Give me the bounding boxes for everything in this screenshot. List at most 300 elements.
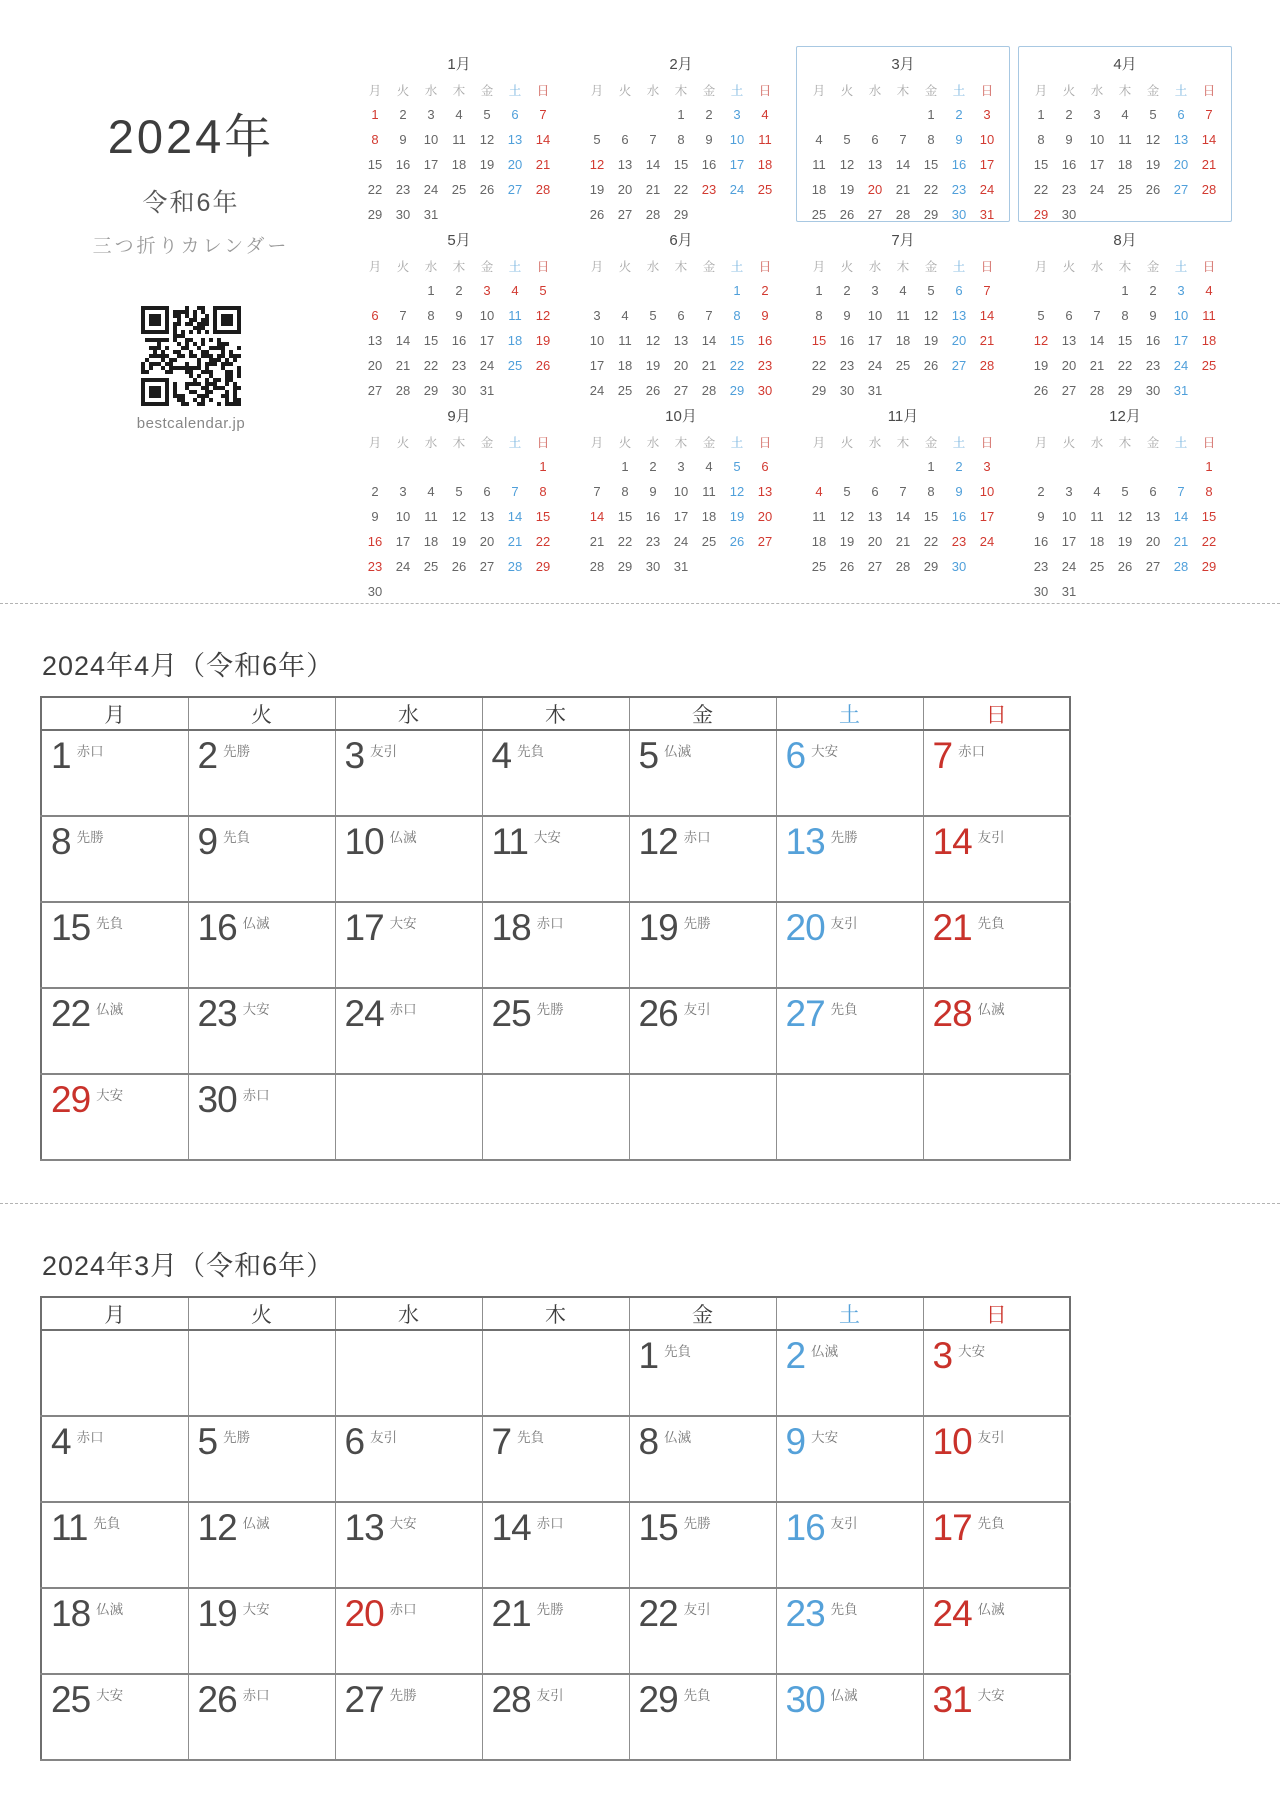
mini-day-cell: 20: [479, 534, 495, 549]
mini-day-cell: 3: [399, 484, 407, 499]
mini-day-cell: 25: [701, 534, 717, 549]
mini-day-cell: 17: [479, 333, 495, 348]
mini-weekday-header: 金: [480, 83, 494, 98]
big-weekday-header: 月: [41, 697, 188, 730]
rokuyo-label: 先勝: [830, 830, 858, 845]
rokuyo-label: 先負: [517, 1430, 545, 1445]
mini-day-cell: 1: [815, 283, 823, 298]
mini-empty-cell: [583, 102, 611, 127]
mini-day-cell: 21: [589, 534, 605, 549]
mini-day-cell: 10: [673, 484, 689, 499]
mini-day-cell: 16: [1033, 534, 1049, 549]
big-empty-cell: [776, 1074, 923, 1160]
mini-day-cell: 20: [867, 534, 883, 549]
rokuyo-label: 大安: [242, 1602, 270, 1617]
day-cell-content: [933, 909, 1070, 946]
mini-day-cell: 15: [811, 333, 827, 348]
mini-day-cell: 13: [507, 132, 523, 147]
mini-day-cell: 6: [1065, 308, 1073, 323]
rokuyo-label: 先負: [96, 916, 124, 931]
day-cell-content: [492, 737, 629, 774]
mini-day-cell: 20: [867, 182, 883, 197]
mini-empty-cell: [1167, 454, 1195, 479]
big-day-cell: [41, 816, 188, 902]
mini-month-grid: [1019, 77, 1231, 227]
big-day-cell: [335, 902, 482, 988]
mini-day-cell: 8: [733, 308, 741, 323]
mini-day-cell: 15: [535, 509, 551, 524]
mini-day-cell: 7: [539, 107, 547, 122]
mini-day-cell: 18: [451, 157, 467, 172]
mini-day-cell: 29: [535, 559, 551, 574]
mini-month-7月: [796, 222, 1010, 398]
fold-divider: [0, 1203, 1280, 1204]
mini-day-cell: 24: [395, 559, 411, 574]
mini-weekday-header: 木: [896, 259, 910, 274]
mini-day-cell: 31: [673, 559, 689, 574]
mini-day-cell: 2: [649, 459, 657, 474]
big-weekday-header: 木: [482, 1297, 629, 1330]
mini-day-cell: 25: [1201, 358, 1217, 373]
mini-day-cell: 26: [839, 559, 855, 574]
mini-day-cell: 9: [761, 308, 769, 323]
mini-weekday-header: 木: [896, 83, 910, 98]
mini-day-cell: 16: [451, 333, 467, 348]
big-day-cell: [41, 902, 188, 988]
mini-day-cell: 1: [1121, 283, 1129, 298]
big-day-cell: [923, 902, 1070, 988]
day-cell-content: [345, 1509, 482, 1546]
mini-day-cell: 30: [1145, 383, 1161, 398]
mini-day-cell: 27: [1173, 182, 1189, 197]
mini-day-cell: 14: [395, 333, 411, 348]
mini-day-cell: 28: [645, 207, 661, 222]
mini-weekday-header: 水: [868, 435, 882, 450]
mini-day-cell: 15: [673, 157, 689, 172]
mini-day-cell: 3: [871, 283, 879, 298]
mini-weekday-header: 土: [952, 435, 966, 450]
day-number: 22: [638, 1593, 678, 1634]
mini-day-cell: 27: [867, 207, 883, 222]
mini-day-cell: 9: [371, 509, 379, 524]
day-number: 13: [785, 821, 825, 862]
day-number: 9: [785, 1421, 806, 1462]
mini-month-grid: [1019, 429, 1231, 604]
mini-day-cell: 28: [507, 559, 523, 574]
big-month-header: [41, 1297, 1070, 1330]
mini-day-cell: 24: [867, 358, 883, 373]
mini-day-cell: 28: [535, 182, 551, 197]
mini-day-cell: 28: [895, 559, 911, 574]
mini-day-cell: 24: [423, 182, 439, 197]
day-number: 10: [932, 1421, 972, 1462]
mini-day-cell: 7: [593, 484, 601, 499]
mini-day-cell: 8: [1121, 308, 1129, 323]
mini-day-cell: 23: [645, 534, 661, 549]
big-empty-cell: [629, 1074, 776, 1160]
mini-day-cell: 31: [479, 383, 495, 398]
mini-day-cell: 4: [761, 107, 769, 122]
mini-empty-cell: [833, 102, 861, 127]
mini-day-cell: 23: [1033, 559, 1049, 574]
mini-day-cell: 7: [1093, 308, 1101, 323]
mini-day-cell: 15: [1117, 333, 1133, 348]
mini-weekday-header: 日: [980, 83, 994, 98]
mini-day-cell: 6: [955, 283, 963, 298]
day-cell-content: [933, 1509, 1070, 1546]
mini-weekday-header: 火: [396, 259, 410, 274]
big-day-cell: [482, 816, 629, 902]
mini-day-cell: 20: [1173, 157, 1189, 172]
big-day-cell: [776, 988, 923, 1074]
mini-month-title: 9月: [447, 408, 471, 425]
mini-day-cell: 6: [871, 484, 879, 499]
day-number: 12: [638, 821, 678, 862]
mini-day-cell: 11: [618, 333, 632, 348]
big-day-cell: [776, 1502, 923, 1588]
mini-day-cell: 27: [951, 358, 967, 373]
mini-day-cell: 3: [677, 459, 685, 474]
mini-day-cell: 14: [979, 308, 995, 323]
day-cell-content: [933, 737, 1070, 774]
mini-weekday-header: 金: [702, 83, 716, 98]
day-cell-content: [345, 1681, 482, 1718]
mini-empty-cell: [861, 454, 889, 479]
mini-day-cell: 25: [895, 358, 911, 373]
mini-day-cell: 13: [1061, 333, 1077, 348]
mini-day-cell: 23: [367, 559, 383, 574]
day-number: 4: [51, 1421, 71, 1462]
mini-day-cell: 14: [1173, 509, 1189, 524]
mini-day-cell: 6: [1177, 107, 1185, 122]
mini-day-cell: 21: [895, 534, 911, 549]
day-cell-content: [933, 1595, 1070, 1632]
mini-day-cell: 22: [1033, 182, 1049, 197]
big-day-cell: [41, 730, 188, 816]
mini-day-cell: 31: [867, 383, 883, 398]
mini-month-4月: [1018, 46, 1232, 222]
big-week-row: [41, 1588, 1070, 1674]
mini-day-cell: 15: [729, 333, 745, 348]
mini-weekday-header: 水: [1090, 435, 1104, 450]
brand-block: [55, 100, 327, 432]
day-number: 9: [197, 821, 218, 862]
mini-day-cell: 2: [761, 283, 769, 298]
mini-weekday-header: 木: [674, 83, 688, 98]
mini-day-cell: 17: [979, 157, 995, 172]
mini-month-grid: [353, 429, 565, 604]
mini-day-cell: 4: [1121, 107, 1129, 122]
mini-day-cell: 19: [923, 333, 939, 348]
mini-day-cell: 17: [423, 157, 439, 172]
mini-day-cell: 21: [1089, 358, 1105, 373]
mini-day-cell: 28: [1201, 182, 1217, 197]
mini-day-cell: 13: [951, 308, 967, 323]
mini-empty-cell: [389, 454, 417, 479]
mini-day-cell: 26: [589, 207, 605, 222]
mini-day-cell: 11: [1090, 509, 1104, 524]
big-empty-cell: [41, 1330, 188, 1416]
mini-day-cell: 22: [673, 182, 689, 197]
big-day-cell: [629, 1330, 776, 1416]
mini-day-cell: 16: [701, 157, 717, 172]
rokuyo-label: 赤口: [683, 830, 711, 845]
mini-weekday-header: 水: [646, 435, 660, 450]
mini-weekday-header: 金: [1146, 83, 1160, 98]
mini-day-cell: 26: [1033, 383, 1049, 398]
mini-day-cell: 2: [1037, 484, 1045, 499]
mini-day-cell: 5: [593, 132, 601, 147]
big-weekday-header: 水: [335, 1297, 482, 1330]
day-number: 20: [785, 907, 825, 948]
mini-weekday-header: 金: [480, 435, 494, 450]
mini-day-cell: 20: [757, 509, 773, 524]
mini-day-cell: 4: [899, 283, 907, 298]
mini-day-cell: 12: [1117, 509, 1133, 524]
big-day-cell: [776, 1416, 923, 1502]
mini-weekday-header: 火: [396, 435, 410, 450]
mini-day-cell: 18: [701, 509, 717, 524]
big-empty-cell: [335, 1330, 482, 1416]
rokuyo-label: 先勝: [536, 1602, 564, 1617]
mini-month-1月: [352, 46, 566, 222]
rokuyo-label: 先勝: [683, 1516, 711, 1531]
mini-day-cell: 30: [395, 207, 411, 222]
mini-day-cell: 12: [479, 132, 495, 147]
mini-day-cell: 8: [677, 132, 685, 147]
mini-day-cell: 22: [535, 534, 551, 549]
mini-empty-cell: [889, 102, 917, 127]
big-empty-cell: [188, 1330, 335, 1416]
rokuyo-label: 仏滅: [811, 1344, 839, 1359]
big-week-row: [41, 1674, 1070, 1760]
day-number: 17: [932, 1507, 972, 1548]
mini-month-2月: [574, 46, 788, 222]
big-week-row: [41, 902, 1070, 988]
mini-day-cell: 24: [1173, 358, 1189, 373]
mini-day-cell: 26: [729, 534, 745, 549]
mini-empty-cell: [501, 454, 529, 479]
day-cell-content: [51, 909, 188, 946]
mini-day-cell: 15: [923, 157, 939, 172]
mini-day-cell: 31: [1061, 584, 1077, 599]
mini-day-cell: 23: [395, 182, 411, 197]
mini-day-cell: 13: [479, 509, 495, 524]
mini-day-cell: 10: [589, 333, 605, 348]
mini-day-cell: 20: [617, 182, 633, 197]
mini-month-12月: [1018, 398, 1232, 599]
mini-day-cell: 1: [427, 283, 435, 298]
day-number: 21: [932, 907, 972, 948]
mini-day-cell: 30: [367, 584, 383, 599]
april-calendar-section: [0, 644, 1280, 1203]
day-number: 29: [638, 1679, 678, 1720]
mini-empty-cell: [639, 102, 667, 127]
mini-month-grid: [797, 77, 1009, 227]
mini-day-cell: 8: [427, 308, 435, 323]
day-cell-content: [51, 823, 188, 860]
mini-day-cell: 11: [702, 484, 716, 499]
mini-day-cell: 19: [729, 509, 745, 524]
big-weekday-header: 日: [923, 1297, 1070, 1330]
day-cell-content: [198, 737, 335, 774]
mini-day-cell: 12: [451, 509, 467, 524]
day-number: 24: [344, 993, 384, 1034]
mini-day-cell: 22: [729, 358, 745, 373]
rokuyo-label: 大安: [96, 1088, 124, 1103]
big-month-header: [41, 697, 1070, 730]
mini-empty-cell: [695, 278, 723, 303]
rokuyo-label: 赤口: [76, 744, 104, 759]
mini-day-cell: 12: [1033, 333, 1049, 348]
mini-day-cell: 20: [1061, 358, 1077, 373]
mini-weekday-header: 土: [508, 435, 522, 450]
mini-weekday-header: 水: [1090, 83, 1104, 98]
mini-empty-cell: [445, 454, 473, 479]
mini-day-cell: 26: [1117, 559, 1133, 574]
rokuyo-label: 先負: [517, 744, 545, 759]
mini-day-cell: 26: [535, 358, 551, 373]
mini-day-cell: 3: [483, 283, 491, 298]
mini-day-cell: 7: [983, 283, 991, 298]
day-number: 15: [638, 1507, 678, 1548]
rokuyo-label: 大安: [533, 830, 561, 845]
big-week-row: [41, 988, 1070, 1074]
mini-empty-cell: [1027, 454, 1055, 479]
big-day-cell: [188, 988, 335, 1074]
mini-day-cell: 21: [1201, 157, 1217, 172]
mini-weekday-header: 金: [702, 259, 716, 274]
mini-day-cell: 1: [371, 107, 379, 122]
mini-weekday-header: 水: [1090, 259, 1104, 274]
mini-weekday-header: 月: [812, 83, 826, 98]
mini-weekday-header: 火: [840, 435, 854, 450]
day-cell-content: [51, 995, 188, 1032]
mini-empty-cell: [805, 102, 833, 127]
mini-empty-cell: [639, 278, 667, 303]
mini-day-cell: 12: [645, 333, 661, 348]
day-cell-content: [933, 1423, 1070, 1460]
mini-day-cell: 1: [927, 107, 935, 122]
mini-day-cell: 19: [1117, 534, 1133, 549]
march-title: 2024年3月（令和6年）: [42, 1251, 335, 1281]
mini-day-cell: 17: [1089, 157, 1105, 172]
mini-day-cell: 16: [645, 509, 661, 524]
mini-month-title: 5月: [447, 232, 471, 249]
big-empty-cell: [482, 1330, 629, 1416]
big-day-cell: [188, 1502, 335, 1588]
big-day-cell: [629, 1416, 776, 1502]
mini-weekday-header: 金: [1146, 259, 1160, 274]
mini-empty-cell: [1055, 454, 1083, 479]
mini-day-cell: 6: [677, 308, 685, 323]
mini-day-cell: 1: [677, 107, 685, 122]
mini-day-cell: 14: [1201, 132, 1217, 147]
mini-empty-cell: [361, 278, 389, 303]
mini-month-grid: [797, 429, 1009, 579]
mini-day-cell: 17: [867, 333, 883, 348]
mini-day-cell: 18: [617, 358, 633, 373]
mini-day-cell: 31: [423, 207, 439, 222]
mini-weekday-header: 月: [368, 435, 382, 450]
mini-empty-cell: [611, 102, 639, 127]
mini-day-cell: 7: [511, 484, 519, 499]
mini-day-cell: 16: [757, 333, 773, 348]
mini-day-cell: 6: [511, 107, 519, 122]
day-number: 3: [344, 735, 365, 776]
mini-day-cell: 25: [1089, 559, 1105, 574]
mini-weekday-header: 火: [840, 259, 854, 274]
rokuyo-label: 先負: [977, 916, 1005, 931]
mini-day-cell: 4: [511, 283, 519, 298]
big-week-row: [41, 1074, 1070, 1160]
year-title: 2024年: [107, 110, 275, 163]
mini-weekday-header: 土: [730, 259, 744, 274]
mini-day-cell: 14: [535, 132, 551, 147]
mini-day-cell: 6: [871, 132, 879, 147]
day-number: 27: [344, 1679, 384, 1720]
day-number: 14: [932, 821, 972, 862]
day-number: 5: [197, 1421, 218, 1462]
day-cell-content: [51, 737, 188, 774]
mini-day-cell: 5: [733, 459, 741, 474]
mini-weekday-header: 月: [1034, 83, 1048, 98]
day-cell-content: [639, 1423, 776, 1460]
mini-weekday-header: 火: [396, 83, 410, 98]
mini-weekday-header: 火: [618, 435, 632, 450]
day-number: 23: [785, 1593, 825, 1634]
mini-weekday-header: 金: [924, 435, 938, 450]
rokuyo-label: 先負: [683, 1688, 711, 1703]
mini-day-cell: 17: [1173, 333, 1189, 348]
mini-day-cell: 29: [923, 559, 939, 574]
day-number: 11: [491, 821, 528, 862]
day-cell-content: [786, 737, 923, 774]
mini-month-10月: [574, 398, 788, 574]
mini-day-cell: 21: [395, 358, 411, 373]
mini-weekday-header: 土: [730, 83, 744, 98]
rokuyo-label: 先負: [93, 1516, 121, 1531]
day-cell-content: [345, 995, 482, 1032]
mini-day-cell: 30: [1061, 207, 1077, 222]
big-header-row: [41, 697, 1070, 730]
mini-day-cell: 3: [427, 107, 435, 122]
mini-month-grid: [1019, 253, 1231, 403]
mini-empty-cell: [861, 102, 889, 127]
day-cell-content: [51, 1509, 188, 1546]
day-number: 4: [491, 735, 512, 776]
mini-weekday-header: 水: [424, 259, 438, 274]
big-day-cell: [188, 902, 335, 988]
mini-day-cell: 10: [979, 484, 995, 499]
mini-day-cell: 9: [1149, 308, 1157, 323]
big-day-cell: [923, 730, 1070, 816]
mini-day-cell: 22: [617, 534, 633, 549]
day-cell-content: [639, 1681, 776, 1718]
mini-day-cell: 8: [539, 484, 547, 499]
rokuyo-label: 赤口: [958, 744, 986, 759]
mini-day-cell: 2: [1149, 283, 1157, 298]
mini-day-cell: 8: [371, 132, 379, 147]
mini-day-cell: 6: [1149, 484, 1157, 499]
mini-day-cell: 18: [1201, 333, 1217, 348]
mini-empty-cell: [1083, 454, 1111, 479]
rokuyo-label: 仏滅: [96, 1002, 124, 1017]
mini-day-cell: 21: [535, 157, 551, 172]
mini-weekday-header: 月: [812, 259, 826, 274]
mini-month-title: 4月: [1113, 56, 1137, 73]
mini-day-cell: 3: [1177, 283, 1185, 298]
